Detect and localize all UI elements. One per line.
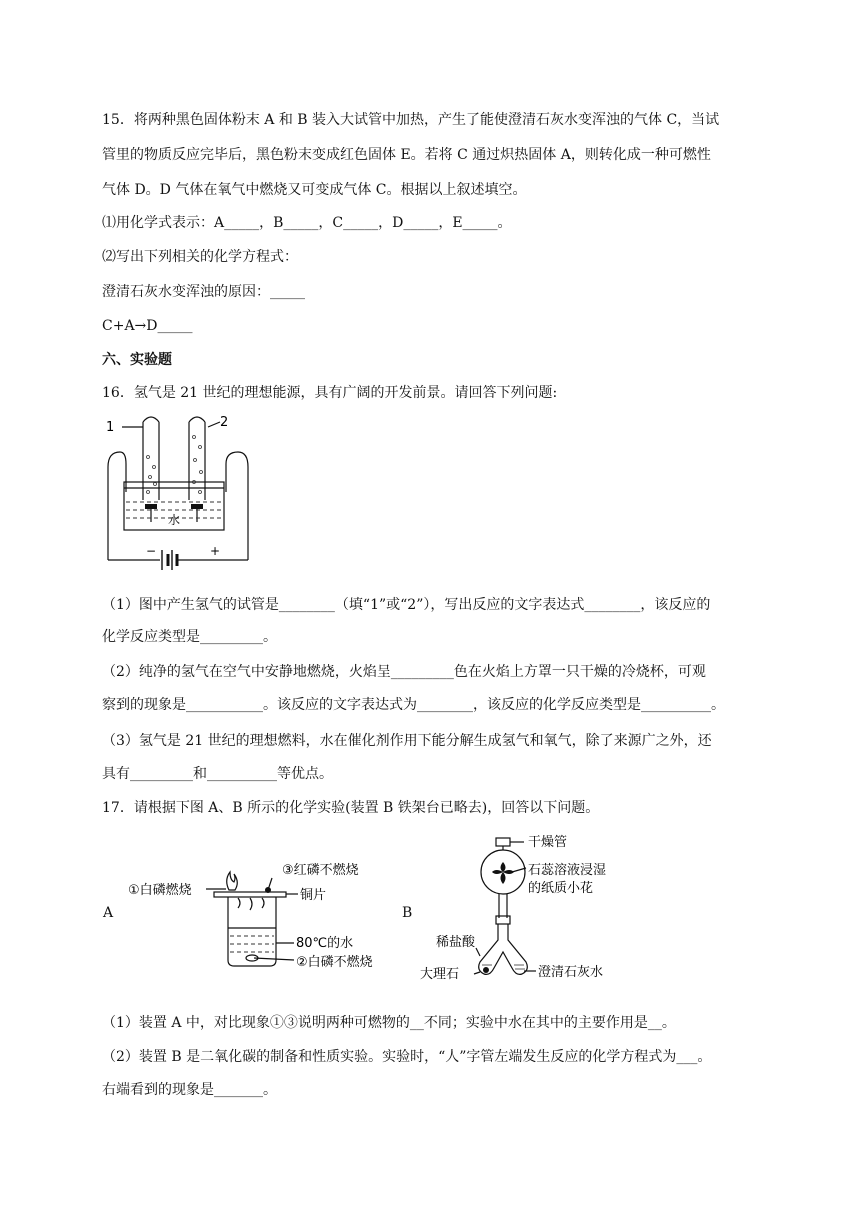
drying-tube-label: 干燥管 xyxy=(528,835,568,850)
negative-terminal-label: − xyxy=(146,544,157,558)
q16-part2-line2: 察到的现象是___________。该反应的文字表达式为________，该反应的化学反应类型是__________。 xyxy=(102,697,725,713)
figure-b-letter: B xyxy=(402,905,413,921)
q15-sub2: ⑵写出下列相关的化学方程式： xyxy=(102,249,298,265)
positive-terminal-label: + xyxy=(210,544,221,558)
section-heading: 六、实验题 xyxy=(102,352,172,368)
q16-part2-line1: （2）纯净的氢气在空气中安静地燃烧，火焰呈_________色在火焰上方罩一只干燥的冷烧杯，可观 xyxy=(102,664,706,680)
electrolysis-figure xyxy=(100,412,250,582)
q15-line1: 15．将两种黑色固体粉末 A 和 B 装入大试管中加热，产生了能使澄清石灰水变浑浊的气体 C，当试 xyxy=(102,112,720,128)
copper-plate-label: 铜片 xyxy=(300,888,327,903)
q15-sub1: ⑴用化学式表示：A_____，B_____，C_____，D_____，E_____。 xyxy=(102,215,512,231)
combustion-figure xyxy=(126,848,406,978)
figure-a-letter: A xyxy=(103,905,114,921)
q17-part1: （1）装置 A 中，对比现象①③说明两种可燃物的__不同；实验中水在其中的主要作用是__。 xyxy=(102,1015,676,1031)
q17-part2-line1: （2）装置 B 是二氧化碳的制备和性质实验。实验时，“人”字管左端发生反应的化学方程式为___。 xyxy=(102,1049,712,1065)
water-label: 水 xyxy=(168,513,181,527)
white-phosphorus-burning-label: ①白磷燃烧 xyxy=(128,883,192,898)
hydrochloric-acid-label: 稀盐酸 xyxy=(436,935,476,950)
q16-part3-line1: （3）氢气是 21 世纪的理想燃料，水在催化剂作用下能分解生成氢气和氧气，除了来源广之外，还 xyxy=(102,733,712,749)
hot-water-label: 80℃的水 xyxy=(296,936,354,951)
q17-part2-line2: 右端看到的现象是_______。 xyxy=(102,1082,277,1098)
q15-sub4: C+A→D_____ xyxy=(102,318,193,334)
q16-part3-line2: 具有_________和__________等优点。 xyxy=(102,766,333,782)
q16-part1-line1: （1）图中产生氢气的试管是________（填“1”或“2”），写出反应的文字表达式________，该反应的 xyxy=(102,597,711,613)
limewater-label: 澄清石灰水 xyxy=(538,965,604,980)
red-phosphorus-label: ③红磷不燃烧 xyxy=(282,863,359,878)
tube-1-label: 1 xyxy=(106,420,115,435)
q16-part1-line2: 化学反应类型是_________。 xyxy=(102,629,277,645)
white-phosphorus-underwater-label: ②白磷不燃烧 xyxy=(296,955,373,970)
marble-label: 大理石 xyxy=(420,967,460,982)
q15-line2: 管里的物质反应完毕后，黑色粉末变成红色固体 E。若将 C 通过炽热固体 A，则转化成一种可燃性 xyxy=(102,147,711,163)
q15-line3: 气体 D。D 气体在氧气中燃烧又可变成气体 C。根据以上叙述填空。 xyxy=(102,182,527,198)
tube-2-label: 2 xyxy=(220,415,229,430)
q15-sub3: 澄清石灰水变浑浊的原因：_____ xyxy=(102,284,305,300)
flower-label-line2: 的纸质小花 xyxy=(528,881,594,896)
q16-line1: 16．氢气是 21 世纪的理想能源，具有广阔的开发前景。请回答下列问题: xyxy=(102,385,558,401)
q17-line1: 17．请根据下图 A、B 所示的化学实验(装置 B 铁架台已略去)，回答以下问题。 xyxy=(102,800,600,816)
flower-label-line1: 石蕊溶液浸湿 xyxy=(528,863,607,878)
carbon-dioxide-figure xyxy=(418,832,688,992)
